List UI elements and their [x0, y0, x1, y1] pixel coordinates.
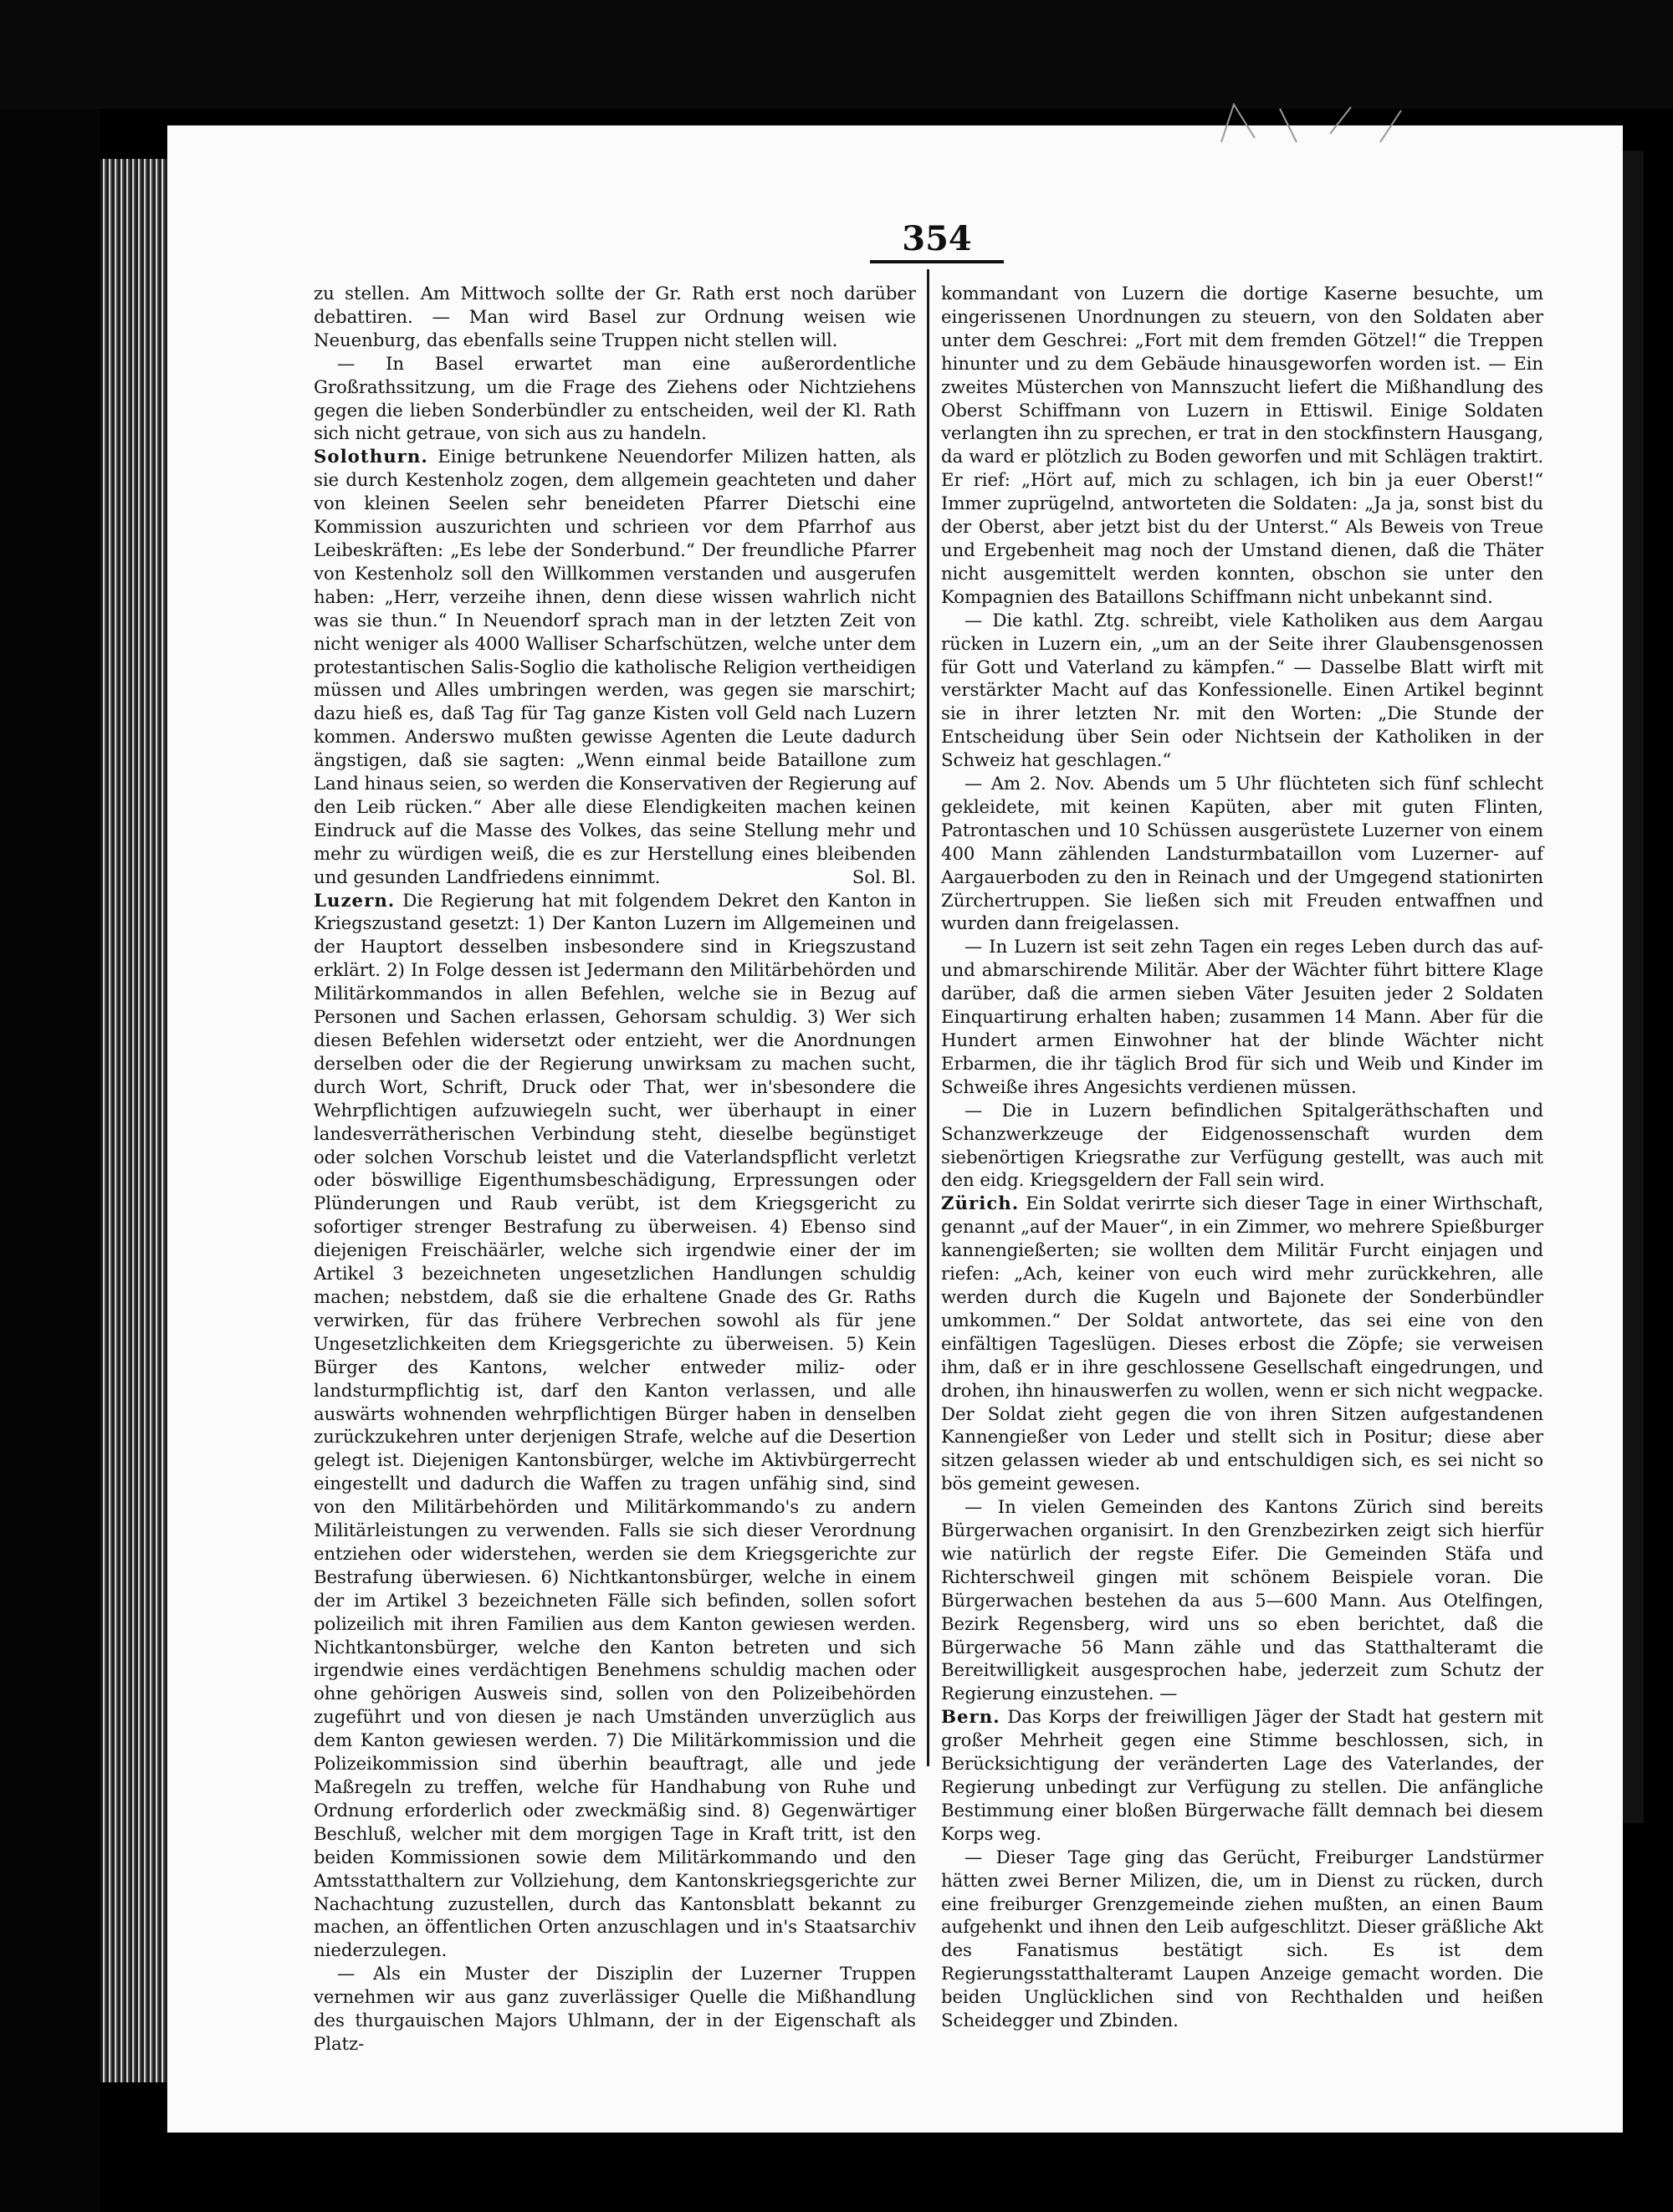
article-paragraph: — In Luzern ist seit zehn Tagen ein reges Leben durch das auf- und abmarschirende Militär. Aber der Wächter führt bittere Klage darüber, daß die armen sieben Väter Jesuiten jeder 2 Soldaten Einquartirung erhalten haben; zusammen 14 Mann. Aber für die Hundert armen Einwohner hat der blinde Wächter nicht Erbarmen, die ihr täglich Brod für sich und Weib und Kinder im Schweiße ihres Angesichts verdienen müssen. — [941, 937, 1543, 1098]
article-paragraph: kommandant von Luzern die dortige Kaserne besuchte, um eingerissenen Unordnungen zu steuern, von den Soldaten aber unter dem Geschrei: „Fort mit dem fremden Götzel!“ die Treppen hinunter und zu dem Gebäude hinausgeworfen worden ist. — Ein zweites Müsterchen von Mannszucht liefert die Mißhandlung des Oberst Schiffmann von Luzern in Ettiswil. Einige Soldaten verlangten ihn zu sprechen, er trat in den stockfinstern Hausgang, da ward er plötzlich zu Boden geworfen und mit Schlägen traktirt. Er rief: „Hört auf, mich zu schlagen, ich bin ja euer Oberst!“ Immer zuprügelnd, antworteten die Soldaten: „Ja ja, sonst bist du der Oberst, aber jetzt bist du der Unterst.“ Als Beweis von Treue und Ergebenheit mag noch der Umstand dienen, daß die Thäter nicht ausgemittelt werden konnten, obschon sie unter den Kompagnien des Bataillons Schiffmann nicht unbekannt sind. — [941, 284, 1543, 608]
article-paragraph: Luzern. Die Regierung hat mit folgendem Dekret den Kanton in Kriegszustand gesetzt: 1) Der Kanton Luzern im Allgemeinen und der Hauptort desselben insbesondere sind in Kriegszustand erklärt. 2) In Folge dessen ist Jedermann den Militärbehörden und Militärkommandos in allen Befehlen, welche sie in Bezug auf Personen und Sachen erlassen, Gehorsam schuldig. 3) Wer sich diesen Befehlen widersetzt oder entzieht, wer die Anordnungen derselben oder die der Regierung unwirksam zu machen sucht, durch Wort, Schrift, Druck oder That, wer in'sbesondere die Wehrpflichtigen aufzuwiegeln sucht, wer überhaupt in einer landesverrätherischen Verbindung steht, dieselbe begünstiget oder solchen Vorschub leistet und die Vaterlandspflicht verletzt oder böswillige Eigenthumsbeschädigung, Erpressungen oder Plünderungen und Raub verübt, ist dem Kriegsgericht zu sofortiger strenger Bestrafung zu überweisen. 4) Ebenso sind diejenigen Freischäärler, welche sich irgendwie einer der im Artikel 3 bezeichneten ungesetzlichen Handlungen schuldig machen; nebstdem, daß sie die erhaltene Gnade des Gr. Raths verwirken, für das frühere Verbrechen sowohl als für jene Ungesetzlichkeiten dem Kriegsgerichte zu überweisen. 5) Kein Bürger des Kantons, welcher entweder miliz- oder landsturmpflichtig ist, darf den Kanton verlassen, und alle auswärts wohnenden wehrpflichtigen Bürger haben in denselben zurückzukehren unter derjenigen Strafe, welche auf die Desertion gelegt ist. Diejenigen Kantonsbürger, welche im Aktivbürgerrecht eingestellt und dadurch die Waffen zu tragen unfähig sind, sind von den Militärbehörden und Militärkommando's zu andern Militärleistungen zu verwenden. Falls sie sich dieser Verordnung entziehen oder widerstehen, werden sie dem Kriegsgerichte zur Bestrafung überwiesen. 6) Nichtkantonsbürger, welche in einem der im Artikel 3 bezeichneten Fälle sich befinden, sollen sofort polizeilich mit ihren Familien aus dem Kanton gewiesen werden. Nichtkantonsbürger, welche den Kanton betreten und sich irgendwie eines verdächtigen Benehmens schuldig machen oder ohne gehörigen Ausweis sind, sollen von den Polizeibehörden zugeführt und von diesen je nach Umständen unverzüglich aus dem Kanton gewiesen werden. 7) Die Militärkommission und die Polizeikommission sind überhin beauftragt, alle und jede Maßregeln zu treffen, welche für Handhabung von Ruhe und Ordnung erforderlich oder zweckmäßig sind. 8) Gegenwärtiger Beschluß, welcher mit dem morgigen Tage in Kraft tritt, ist den beiden Kommissionen sowie dem Militärkommando und den Amtsstatthaltern zur Vollziehung, dem Kantonskriegsgerichte zur Nachachtung zuzustellen, durch das Kantonsblatt bekannt zu machen, an öffentlichen Orten anzuschlagen und in's Staatsarchiv niederzulegen. — [314, 890, 917, 1962]
article-paragraph: — Als ein Muster der Disziplin der Luzerner Truppen vernehmen wir aus ganz zuverlässiger Quelle die Mißhandlung des thurgauischen Majors Uhlmann, der in der Eigenschaft als Platz- — [314, 1964, 916, 2055]
page-number: 354 — [870, 219, 1004, 263]
scan-background-left — [0, 109, 100, 2212]
article-paragraph: — In vielen Gemeinden des Kantons Zürich sind bereits Bürgerwachen organisirt. In den Grenzbezirken zeigt sich hierfür wie natürlich der regste Eifer. Die Gemeinden Stäfa und Richterschweil gingen mit schönem Beispiele voran. Die Bürgerwachen bestehen da aus 5—600 Mann. Aus Otelfingen, Bezirk Regensberg, wird uns so eben berichtet, daß die Bürgerwache 56 Mann zähle und das Statthalteramt die Bereitwilligkeit ausgesprochen habe, jederzeit zum Schutz der Regierung einzustehen. — — [941, 1497, 1543, 1705]
right-column — [941, 283, 1543, 2033]
article-paragraph: — Am 2. Nov. Abends um 5 Uhr flüchteten sich fünf schlecht gekleidete, mit keinen Kapüten, aber mit guten Flinten, Patrontaschen und 10 Schüssen ausgerüstete Luzerner von einem 400 Mann zählenden Landsturmbataillon vom Luzerner- auf Aargauerboden zu den in Reinach und der Umgegend stationirten Zürchertruppen. Sie ließen sich mit Freuden entwaffnen und wurden dann freigelassen. — [941, 774, 1543, 935]
column-divider — [927, 269, 929, 1766]
article-paragraph: zu stellen. Am Mittwoch sollte der Gr. Rath erst noch darüber debattiren. — Man wird Basel zur Ordnung weisen wie Neuenburg, das ebenfalls seine Truppen nicht stellen will. — [314, 284, 916, 351]
pencil-scribble — [1205, 100, 1422, 151]
place-heading: Solothurn. — [314, 447, 428, 468]
place-heading: Bern. — [941, 1707, 1000, 1729]
article-paragraph: — Die in Luzern befindlichen Spitalgeräthschaften und Schanzwerkzeuge der Eidgenossenschaft wurden dem siebenörtigen Kriegsrathe zur Verfügung gestellt, was auch mit den eidg. Kriegsgeldern der Fall sein wird. — [941, 1100, 1543, 1192]
article-paragraph: — In Basel erwartet man eine außerordentliche Großrathssitzung, um die Frage des Ziehens oder Nichtziehens gegen die lieben Sonderbündler zu entscheiden, weil der Kl. Rath sich nicht getraue, von sich aus zu handeln. — [314, 353, 916, 445]
article-paragraph: Solothurn. Einige betrunkene Neuendorfer Milizen hatten, als sie durch Kestenholz zogen, dem allgemein geachteten und daher von kleinen Seelen sehr beneideten Pfarrer Dietschi eine Kommission auszurichten und schrieen vor dem Pfarrhof aus Leibeskräften: „Es lebe der Sonderbund.“ Der freundliche Pfarrer von Kestenholz soll den Willkommen verstanden und ausgerufen haben: „Herr, verzeihe ihnen, denn diese wissen wahrlich nicht was sie thun.“ In Neuendorf sprach man in der letzten Zeit von nicht weniger als 4000 Walliser Scharfschützen, welche unter dem protestantischen Salis-Soglio die katholische Religion vertheidigen müssen und Alles umbringen werden, was gegen sie marschirt; dazu hieß es, daß Tag für Tag ganze Kisten voll Geld nach Luzern kommen. Anderswo mußten gewisse Agenten die Leute dadurch ängstigen, daß sie sagten: „Wenn einmal beide Bataillone zum Land hinaus seien, so werden die Konservativen der Regierung auf den Leib rücken.“ Aber alle diese Elendigkeiten machen keinen Eindruck auf die Masse des Volkes, das seine Stellung mehr und mehr zu würdigen weiß, die es zur Herstellung eines bleibenden und gesunden Landfriedens einnimmt. Sol. Bl. — [314, 447, 917, 888]
source-signature: Sol. Bl. — [852, 866, 916, 888]
article-paragraph: Bern. Das Korps der freiwilligen Jäger der Stadt hat gestern mit großer Mehrheit gegen eine Stimme beschlossen, sich, in Berücksichtigung der veränderten Lage des Vaterlandes, der Regierung unbedingt zur Verfügung zu stellen. Die anfängliche Bestimmung einer bloßen Bürgerwache fällt demnach bei diesem Korps weg. — [941, 1707, 1544, 1845]
article-paragraph: — Die kathl. Ztg. schreibt, viele Katholiken aus dem Aargau rücken in Luzern ein, „um an der Seite ihrer Glaubensgenossen für Gott und Vaterland zu kämpfen.“ — Dasselbe Blatt wirft mit verstärkter Macht auf das Konfessionelle. Einen Artikel beginnt sie in ihrer letzten Nr. mit den Worten: „Die Stunde der Entscheidung über Sein oder Nichtsein der Katholiken in der Schweiz hat geschlagen.“ — [941, 610, 1543, 772]
article-paragraph: Zürich. Ein Soldat verirrte sich dieser Tage in einer Wirthschaft, genannt „auf der Mauer“, in ein Zimmer, wo mehrere Spießburger kannengießerten; sie wollten dem Militär Furcht einjagen und riefen: „Ach, keiner von euch wird mehr zurückkehren, alle werden durch die Kugeln und Bajonete der Sonderbündler umkommen.“ Der Soldat antwortete, das sei eine von den einfältigen Tageslügen. Dieses erbost die Zöpfe; sie verweisen ihm, daß er in ihre geschlossene Gesellschaft eingedrungen, und drohen, ihn hinauswerfen zu wollen, wenn er sich nicht wegpacke. Der Soldat zieht gegen die von ihren Sitzen aufgestandenen Kannengießer von Leder und stellt sich in Positur; diese aber sitzen gelassen wieder ab und entschuldigen sich, es sei nicht so bös gemeint gewesen. — [941, 1193, 1543, 1495]
place-heading: Zürich. — [941, 1193, 1020, 1215]
scan-background-top — [0, 0, 1673, 109]
place-heading: Luzern. — [314, 890, 396, 912]
book-page-edges — [100, 159, 167, 2082]
article-paragraph: — Dieser Tage ging das Gerücht, Freiburger Landstürmer hätten zwei Berner Milizen, die, um in Dienst zu rücken, durch eine freiburger Grenzgemeinde ziehen mußten, an einen Baum aufgehenkt und ihnen den Leib aufgeschlitzt. Dieser gräßliche Akt des Fanatismus bestätigt sich. Es ist dem Regierungsstatthalteramt Laupen Anzeige gemacht worden. Die beiden Unglücklichen sind von Rechthalden und heißen Scheidegger und Zbinden. — [941, 1847, 1543, 2032]
left-column — [314, 283, 916, 2056]
